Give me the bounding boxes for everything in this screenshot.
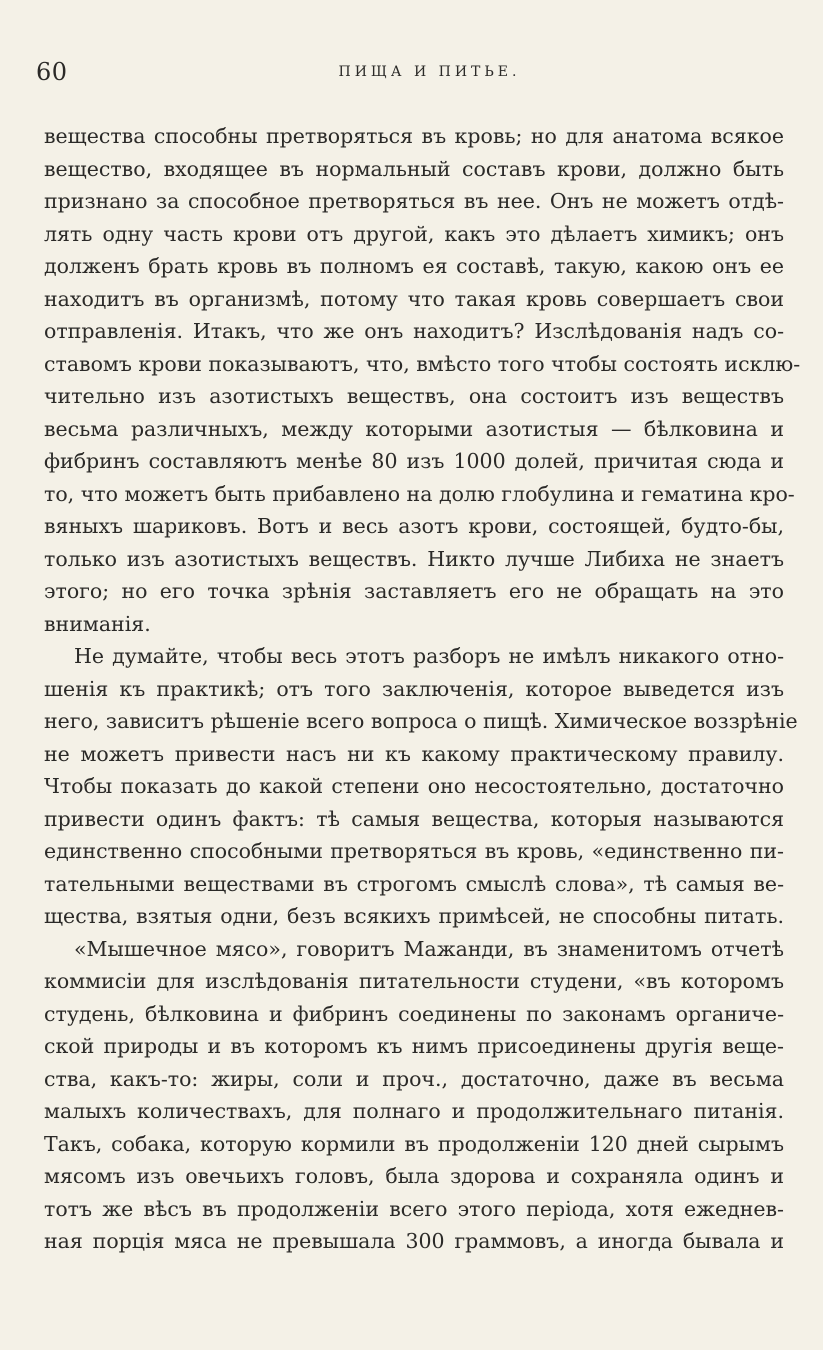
text-line: тотъ же вѣсъ въ продолженіи всего этого періода, хотя ежеднев- xyxy=(44,1196,784,1221)
text-line: Чтобы показать до какой степени оно несостоятельно, достаточно xyxy=(44,774,784,798)
text-line: не можетъ привести насъ ни къ какому практическому правилу. xyxy=(44,741,784,766)
text-line: чительно изъ азотистыхъ веществъ, она состоитъ изъ веществъ xyxy=(44,384,784,408)
text-line: единственно способными претворяться въ кровь, «единственно пи- xyxy=(44,839,784,863)
text-line: тательными веществами въ строгомъ смыслѣ слова», тѣ самыя ве- xyxy=(44,871,784,896)
text-line: фибринъ составляютъ менѣе 80 изъ 1000 долей, причитая сюда и xyxy=(44,449,784,473)
text-line: шенія къ практикѣ; отъ того заключенія, которое выведется изъ xyxy=(44,676,784,701)
text-line: него, зависитъ рѣшеніе всего вопроса о пищѣ. Химическое воззрѣніе xyxy=(44,709,798,733)
text-line: этого; но его точка зрѣнія заставляетъ его не обращать на это xyxy=(44,579,784,603)
text-line: отправленія. Итакъ, что же онъ находитъ? Изслѣдованія надъ со- xyxy=(44,319,784,343)
text-line: ской природы и въ которомъ къ нимъ присоединены другія веще- xyxy=(44,1034,784,1058)
text-line: весьма различныхъ, между которыми азотистыя — бѣлковина и xyxy=(44,416,784,441)
text-line: вещества способны претворяться въ кровь; но для анатома всякое xyxy=(44,124,784,148)
text-line: Не думайте, чтобы весь этотъ разборъ не имѣлъ никакого отно- xyxy=(74,644,784,668)
text-line: долженъ брать кровь въ полномъ ея составѣ, такую, какою онъ ее xyxy=(44,254,784,278)
text-line: ставомъ крови показываютъ, что, вмѣсто того чтобы состоять исклю- xyxy=(44,351,801,376)
text-line: студень, бѣлковина и фибринъ соединены по законамъ органиче- xyxy=(44,1001,784,1026)
text-line: коммисіи для изслѣдованія питательности студени, «въ которомъ xyxy=(44,969,784,993)
text-line: признано за способное претворяться въ нее. Онъ не можетъ отдѣ- xyxy=(44,189,784,213)
page-header xyxy=(36,58,785,90)
text-line: ства, какъ-то: жиры, соли и проч., достаточно, даже въ весьма xyxy=(44,1066,784,1091)
text-line: вяныхъ шариковъ. Вотъ и весь азотъ крови, состоящей, будто-бы, xyxy=(44,514,784,538)
text-line: привести одинъ фактъ: тѣ самыя вещества, которыя называются xyxy=(44,806,784,831)
text-line: лять одну часть крови отъ другой, какъ это дѣлаетъ химикъ; онъ xyxy=(44,221,784,246)
text-line: находитъ въ организмѣ, потому что такая кровь совершаетъ свои xyxy=(44,286,784,311)
text-line: щества, взятыя одни, безъ всякихъ примѣсей, не способны питать. xyxy=(44,904,784,928)
text-line: только изъ азотистыхъ веществъ. Никто лучше Либиха не знаетъ xyxy=(44,546,784,571)
page-number: 60 xyxy=(36,58,68,86)
text-line: ная порція мяса не превышала 300 граммовъ, а иногда бывала и xyxy=(44,1229,784,1253)
text-line: мясомъ изъ овечьихъ головъ, была здорова и сохраняла одинъ и xyxy=(44,1164,784,1188)
text-line: вещество, входящее въ нормальный составъ крови, должно быть xyxy=(44,156,784,181)
text-line: то, что можетъ быть прибавлено на долю глобулина и гематина кро- xyxy=(44,481,795,506)
text-line: «Мышечное мясо», говоритъ Мажанди, въ знаменитомъ отчетѣ xyxy=(74,936,784,961)
body-text xyxy=(44,120,801,1258)
running-title: ПИЩА И ПИТЬЕ. xyxy=(338,64,521,80)
text-line: Такъ, собака, которую кормили въ продолженіи 120 дней сырымъ xyxy=(44,1131,784,1156)
text-line: вниманія. xyxy=(44,611,151,636)
text-line: малыхъ количествахъ, для полнаго и продолжительнаго питанія. xyxy=(44,1099,784,1123)
